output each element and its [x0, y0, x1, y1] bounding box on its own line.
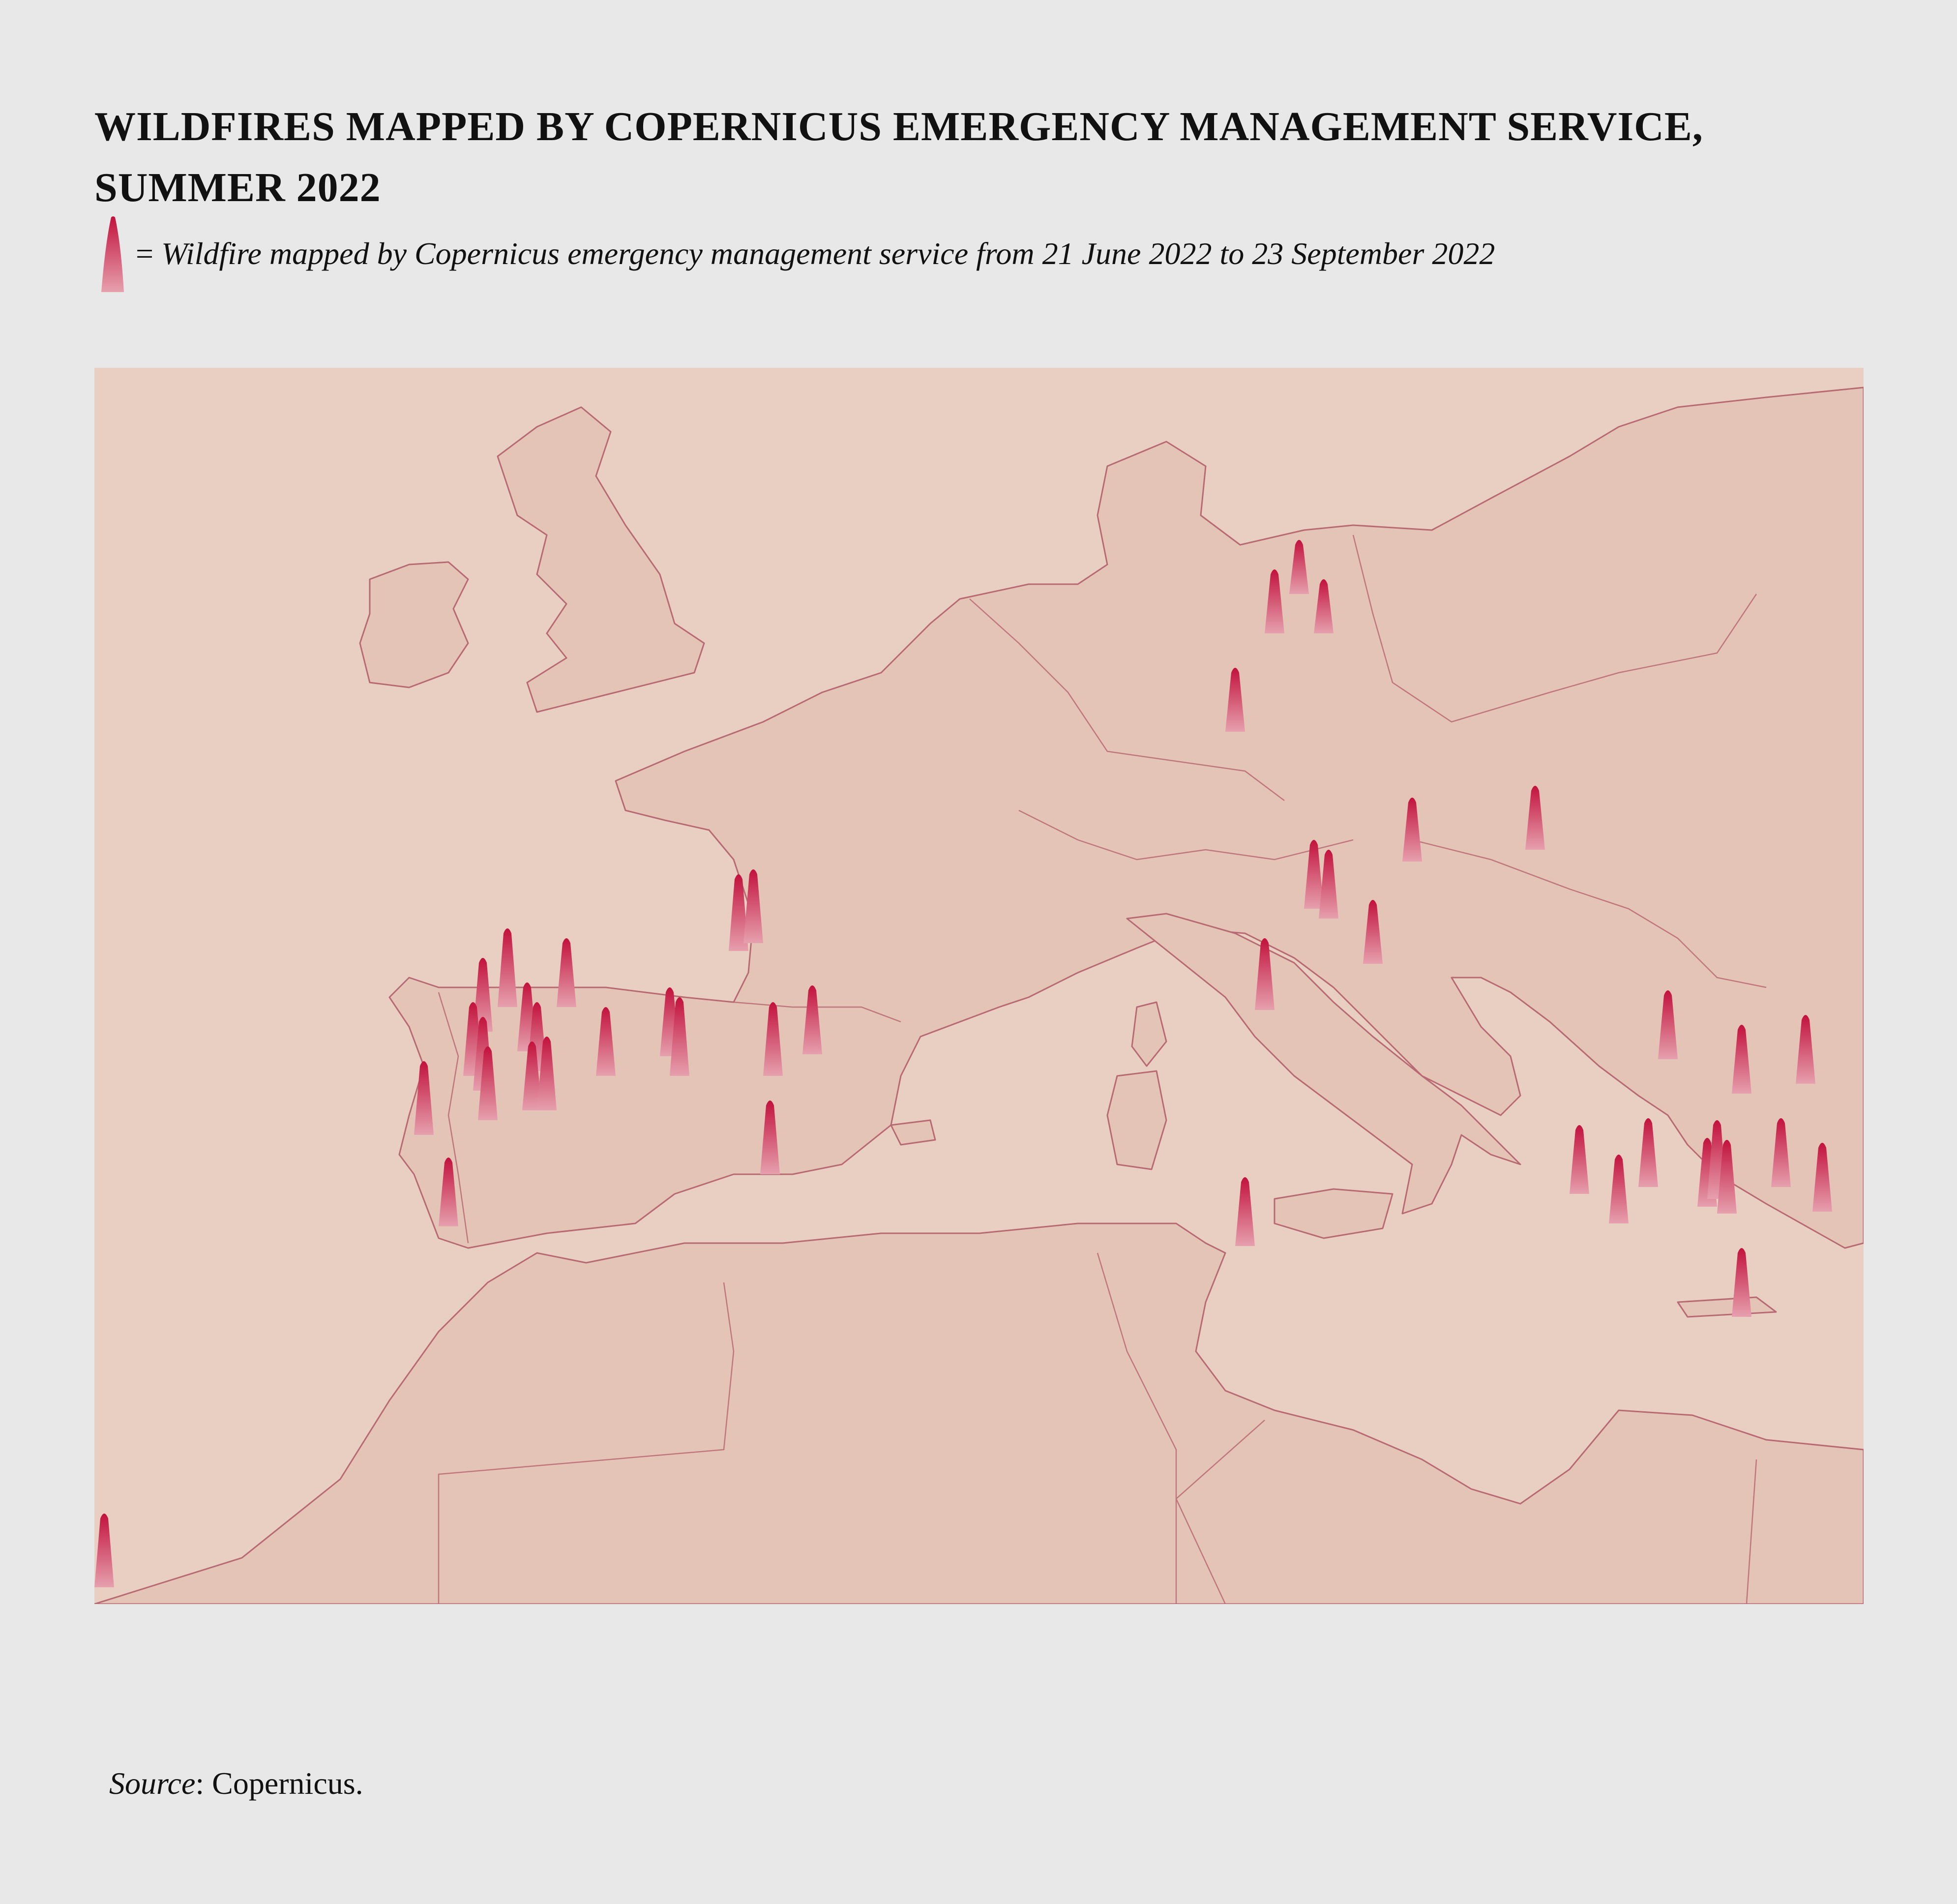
- land-crete: [1678, 1297, 1776, 1317]
- land-balearics: [891, 1120, 935, 1145]
- wildfire-spike: [1609, 1155, 1629, 1223]
- wildfire-spike: [1732, 1248, 1751, 1317]
- source-value: Copernicus.: [212, 1766, 363, 1801]
- wildfire-spike-icon: [96, 214, 128, 293]
- map-svg: [94, 368, 1864, 1604]
- wildfire-spike: [1570, 1125, 1589, 1194]
- source-separator: :: [195, 1766, 212, 1801]
- source-note: [109, 1765, 363, 1802]
- land-great-britain: [498, 407, 704, 712]
- legend-description: Wildfire mapped by Copernicus emergency management service from 21 June 2022 to 23 September 2022: [161, 236, 1495, 271]
- wildfire-spike: [1235, 1177, 1255, 1246]
- wildfire-spike: [498, 928, 517, 1007]
- page-title: WILDFIRES MAPPED BY COPERNICUS EMERGENCY MANAGEMENT SERVICE, SUMMER 2022: [94, 104, 1703, 210]
- land-north-africa: [94, 1223, 1864, 1604]
- wildfire-spike: [94, 1514, 114, 1587]
- land-sardinia: [1107, 1071, 1166, 1169]
- wildfire-spike: [557, 938, 576, 1007]
- legend: [96, 214, 1495, 293]
- land-sicily: [1275, 1189, 1393, 1238]
- wildfire-spike: [1638, 1118, 1658, 1187]
- legend-equals: =: [136, 236, 162, 271]
- land-ireland: [360, 562, 468, 687]
- land-corsica: [1132, 1002, 1166, 1066]
- map: [94, 368, 1864, 1604]
- legend-label: [136, 236, 1495, 272]
- source-label: Source: [109, 1766, 196, 1801]
